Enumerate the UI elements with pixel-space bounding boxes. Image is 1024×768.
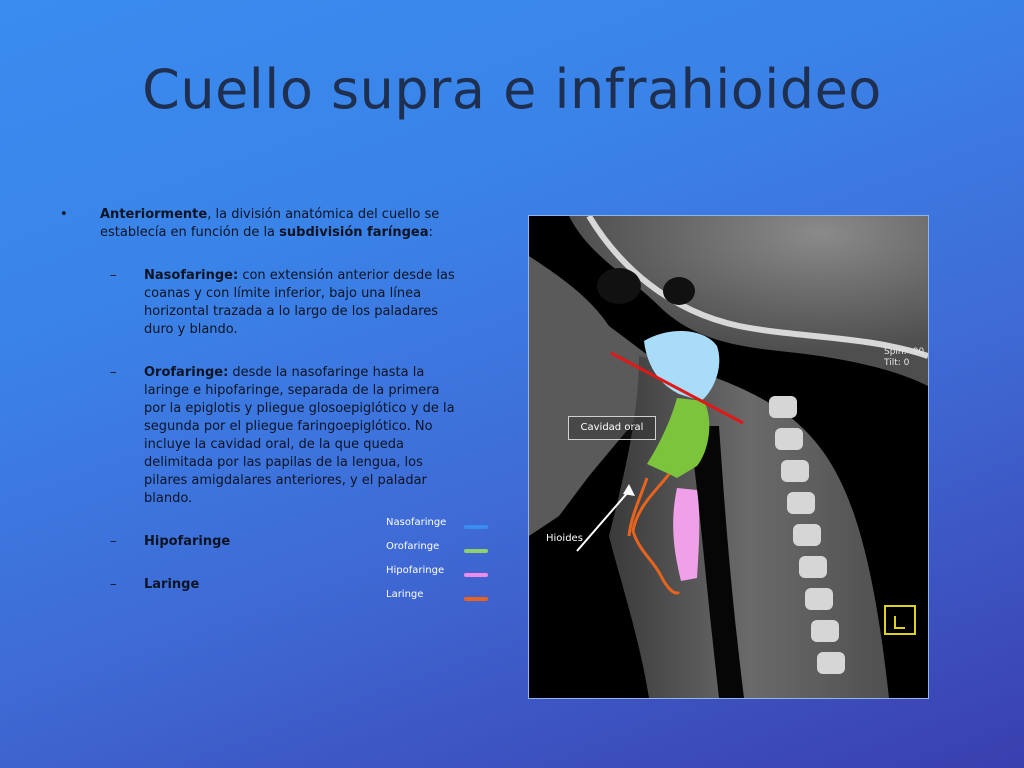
legend-swatch-nasofaringe bbox=[464, 525, 488, 529]
tilt-readout: Tilt: 0 bbox=[884, 358, 910, 368]
spin-readout: Spin: -90 bbox=[884, 347, 925, 357]
subitem-dash: – bbox=[110, 577, 117, 592]
ct-illustration bbox=[529, 216, 928, 698]
cavidad-oral-label: Cavidad oral bbox=[568, 416, 656, 440]
neck-shape bbox=[609, 356, 889, 698]
legend-label-hipofaringe: Hipofaringe bbox=[386, 565, 445, 576]
legend-label-nasofaringe: Nasofaringe bbox=[386, 517, 447, 528]
subitem-label: Hipofaringe bbox=[144, 534, 231, 549]
subitem-body: con extensión anterior desde las coanas y con límite inferior, bajo una línea horizontal trazada a lo largo de los paladares duro y blando. bbox=[144, 268, 455, 337]
legend-swatch-laringe bbox=[464, 597, 488, 601]
yellow-marker-l bbox=[895, 616, 905, 628]
subitem-text bbox=[144, 267, 460, 339]
legend-swatch-orofaringe bbox=[464, 549, 488, 553]
main-bullet-text bbox=[100, 206, 460, 242]
legend-swatch-hipofaringe bbox=[464, 573, 488, 577]
legend-label-orofaringe: Orofaringe bbox=[386, 541, 440, 552]
yellow-marker-box bbox=[885, 606, 915, 634]
subitem-dash: – bbox=[110, 365, 117, 380]
sinus-dark-2 bbox=[663, 277, 695, 305]
subitem-dash: – bbox=[110, 268, 117, 283]
subitem-label: Nasofaringe: bbox=[144, 268, 239, 283]
subitem-body: desde la nasofaringe hasta la laringe e hipofaringe, separada de la primera por la epiglotis y pliegue glosoepiglótico y de la segunda por el pliegue faringoepiglótico. No incluye la cavidad oral, de la que queda delimitada por las papilas de la lengua, los pilares amigdalares anteriores, y el paladar blando. bbox=[144, 365, 455, 506]
spin-tilt-readout bbox=[884, 347, 924, 369]
subitem-label: Laringe bbox=[144, 577, 200, 592]
bullet-text-a: , la división anatómica del cuello se establecía en función de la bbox=[100, 207, 440, 240]
sinus-dark-1 bbox=[597, 268, 641, 304]
subitem-label: Orofaringe: bbox=[144, 365, 229, 380]
subitem-text bbox=[144, 364, 460, 508]
legend-label-laringe: Laringe bbox=[386, 589, 424, 600]
bullet-mid-bold: subdivisión faríngea bbox=[279, 225, 429, 240]
bullet-text-b: : bbox=[428, 225, 433, 240]
subitem-dash: – bbox=[110, 534, 117, 549]
bullet-mark: • bbox=[60, 207, 68, 222]
ct-sagittal-image bbox=[528, 215, 929, 699]
hioides-label: Hioides bbox=[546, 533, 583, 544]
slide-title: Cuello supra e infrahioideo bbox=[142, 58, 882, 121]
bullet-lead-bold: Anteriormente bbox=[100, 207, 208, 222]
